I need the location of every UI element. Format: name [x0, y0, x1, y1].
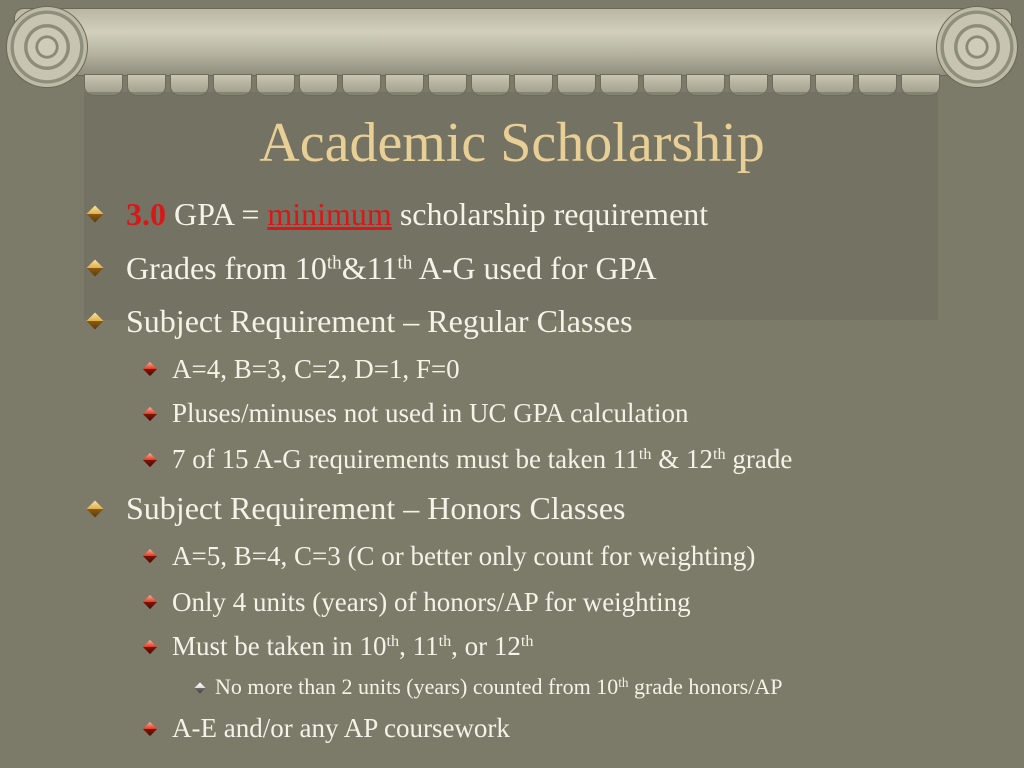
taken-text-a: Must be taken in 10 [172, 631, 387, 661]
red-diamond-bullet-icon [143, 549, 157, 563]
bullet-must-be-taken [172, 629, 534, 663]
seven-text-b: & 12 [651, 444, 714, 474]
column-capital-decoration [0, 0, 1024, 100]
red-diamond-bullet-icon [143, 407, 157, 421]
taken-sup-3: th [520, 632, 534, 651]
red-diamond-bullet-icon [143, 640, 157, 654]
bullet-honors-classes: Subject Requirement – Honors Classes [126, 490, 626, 526]
seven-sup-2: th [713, 445, 726, 464]
gpa-value: 3.0 [126, 196, 166, 232]
red-diamond-bullet-icon [143, 595, 157, 609]
bullet-grades [126, 248, 657, 288]
taken-text-b: , 11 [399, 631, 439, 661]
seven-text-a: 7 of 15 A-G requirements must be taken 11 [172, 444, 639, 474]
taken-text-c: , or 12 [451, 631, 521, 661]
grades-text-b: &11 [341, 250, 398, 286]
slide-title: Academic Scholarship [259, 112, 765, 174]
gold-diamond-bullet-icon [87, 501, 104, 518]
red-diamond-bullet-icon [143, 453, 157, 467]
taken-sup-1: th [386, 632, 400, 651]
red-diamond-bullet-icon [143, 722, 157, 736]
bullet-no-more-than-2 [215, 673, 782, 701]
white-diamond-bullet-icon [194, 682, 205, 693]
right-volute-icon [936, 6, 1018, 88]
bullet-pluses-minuses: Pluses/minuses not used in UC GPA calculation [172, 398, 689, 428]
grades-text-c: A-G used for GPA [412, 250, 657, 286]
nomore-text-b: grade honors/AP [628, 674, 783, 699]
grades-sup-1: th [326, 252, 342, 274]
bullet-honors-grades: A=5, B=4, C=3 (C or better only count for weighting) [172, 541, 756, 571]
grades-text-a: Grades from 10 [126, 250, 327, 286]
seven-sup-1: th [638, 445, 652, 464]
bullet-regular-grades: A=4, B=3, C=2, D=1, F=0 [172, 354, 460, 384]
gpa-text-pre: GPA = [166, 196, 268, 232]
nomore-text-a: No more than 2 units (years) counted from 10 [215, 674, 619, 699]
red-diamond-bullet-icon [143, 362, 157, 376]
bullet-gpa-minimum [126, 194, 708, 234]
gpa-text-post: scholarship requirement [391, 196, 709, 232]
taken-sup-2: th [438, 632, 452, 651]
bullet-a-e-ap: A-E and/or any AP coursework [172, 713, 510, 743]
left-volute-icon [6, 6, 88, 88]
bullet-honors-units: Only 4 units (years) of honors/AP for weighting [172, 587, 691, 617]
grades-sup-2: th [397, 252, 413, 274]
bullet-regular-classes: Subject Requirement – Regular Classes [126, 303, 633, 339]
seven-text-c: grade [725, 444, 793, 474]
bullet-7-of-15 [172, 442, 792, 476]
nomore-sup-1: th [618, 674, 629, 690]
capital-band [14, 8, 1012, 76]
minimum-emphasis: minimum [267, 196, 392, 232]
